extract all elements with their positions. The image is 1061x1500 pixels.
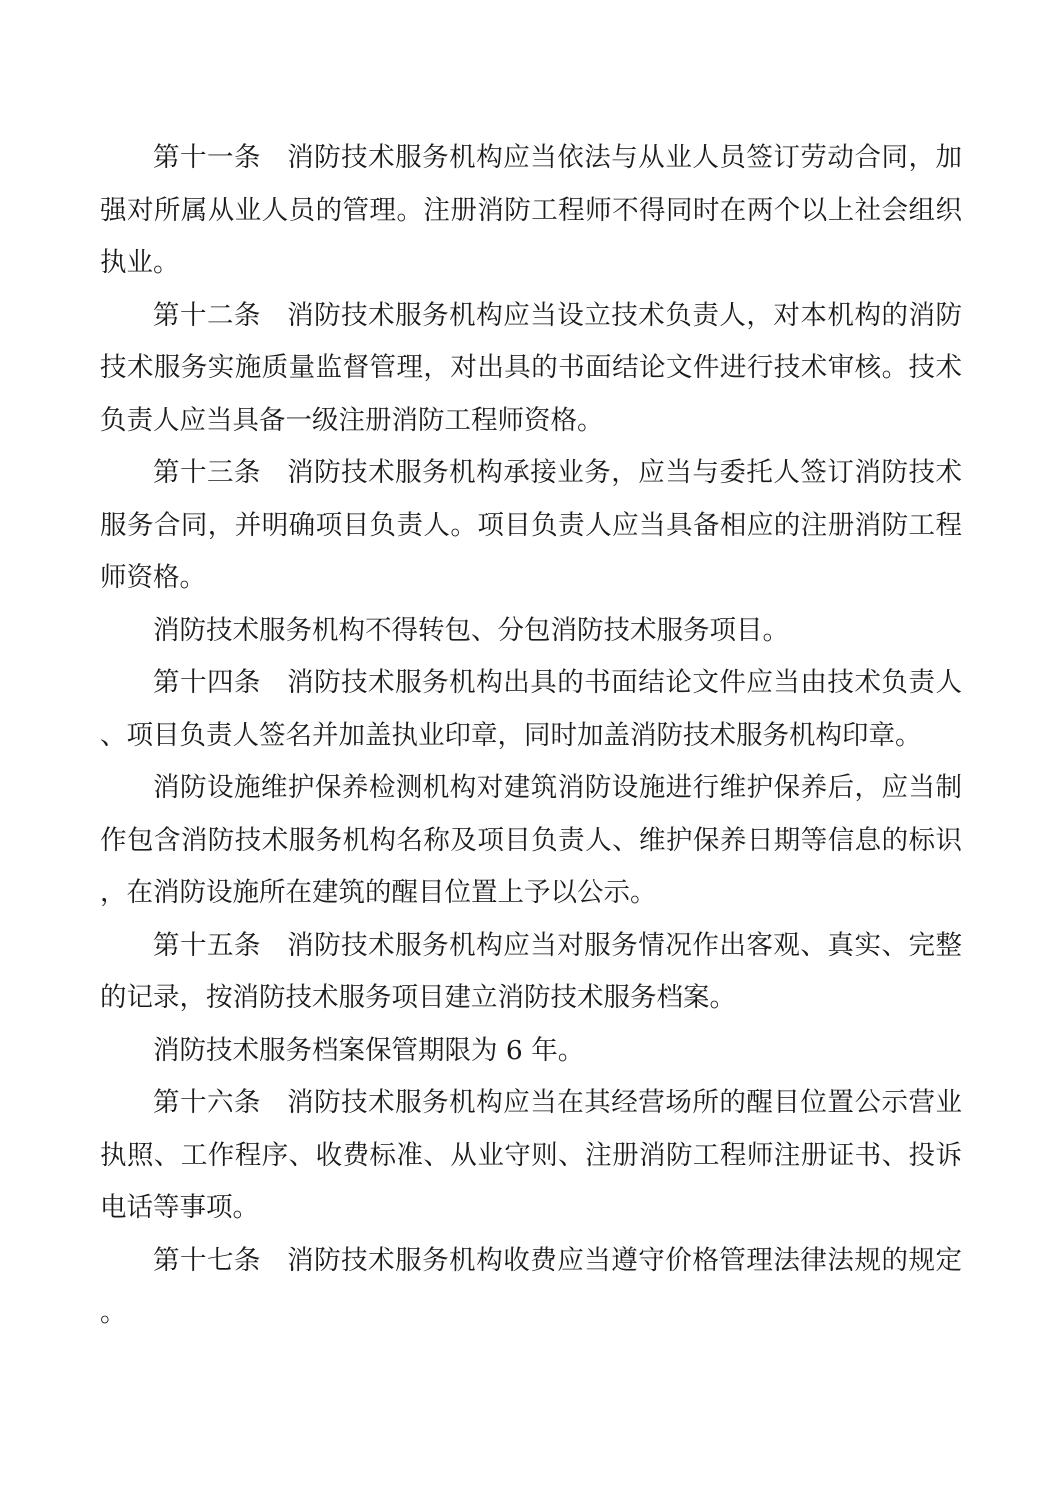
paragraph-text: 消防技术服务机构承接业务，应当与委托人签订消防技术服务合同，并明确项目负责人。项目负责人应当具备相应的注册消防工程师资格。 <box>100 457 963 593</box>
paragraph-article-15 <box>100 920 962 1025</box>
article-number: 第十三条 <box>153 457 262 488</box>
paragraph-article-13-clause-2 <box>100 605 962 658</box>
paragraph-article-13 <box>100 447 962 605</box>
article-number: 第十七条 <box>153 1244 262 1276</box>
paragraph-text: 消防技术服务机构不得转包、分包消防技术服务项目。 <box>153 614 789 646</box>
paragraph-text: 消防技术服务机构应当设立技术负责人，对本机构的消防技术服务实施质量监督管理，对出具的书面结论文件进行技术审核。技术负责人应当具备一级注册消防工程师资格。 <box>100 299 963 436</box>
paragraph-text: 消防技术服务机构应当依法与从业人员签订劳动合同，加强对所属从业人员的管理。注册消防工程师不得同时在两个以上社会组织执业。 <box>100 142 963 278</box>
paragraph-text: 消防技术服务档案保管期限为 6 年。 <box>153 1034 585 1066</box>
paragraph-text: 消防技术服务机构应当在其经营场所的醒目位置公示营业执照、工作程序、收费标准、从业守则、注册消防工程师注册证书、投诉电话等事项。 <box>100 1087 963 1223</box>
paragraph-article-11 <box>100 132 962 290</box>
paragraph-article-12 <box>100 290 962 448</box>
document-body <box>100 132 962 1340</box>
paragraph-article-17 <box>100 1235 962 1340</box>
paragraph-article-14-clause-2 <box>100 762 962 920</box>
paragraph-text: 消防设施维护保养检测机构对建筑消防设施进行维护保养后，应当制作包含消防技术服务机构名称及项目负责人、维护保养日期等信息的标识，在消防设施所在建筑的醒目位置上予以公示。 <box>100 772 962 908</box>
paragraph-article-14 <box>100 657 962 762</box>
article-number: 第十六条 <box>153 1087 262 1118</box>
article-number: 第十二条 <box>153 299 262 331</box>
paragraph-article-15-clause-2 <box>100 1025 962 1078</box>
article-number: 第十一条 <box>153 142 262 173</box>
paragraph-text: 消防技术服务机构出具的书面结论文件应当由技术负责人、项目负责人签名并加盖执业印章，同时加盖消防技术服务机构印章。 <box>100 667 963 751</box>
paragraph-text: 消防技术服务机构收费应当遵守价格管理法律法规的规定。 <box>100 1244 963 1328</box>
article-number: 第十四条 <box>153 667 262 698</box>
paragraph-article-16 <box>100 1077 962 1235</box>
article-number: 第十五条 <box>153 929 262 961</box>
paragraph-text: 消防技术服务机构应当对服务情况作出客观、真实、完整的记录，按消防技术服务项目建立消防技术服务档案。 <box>100 929 963 1013</box>
